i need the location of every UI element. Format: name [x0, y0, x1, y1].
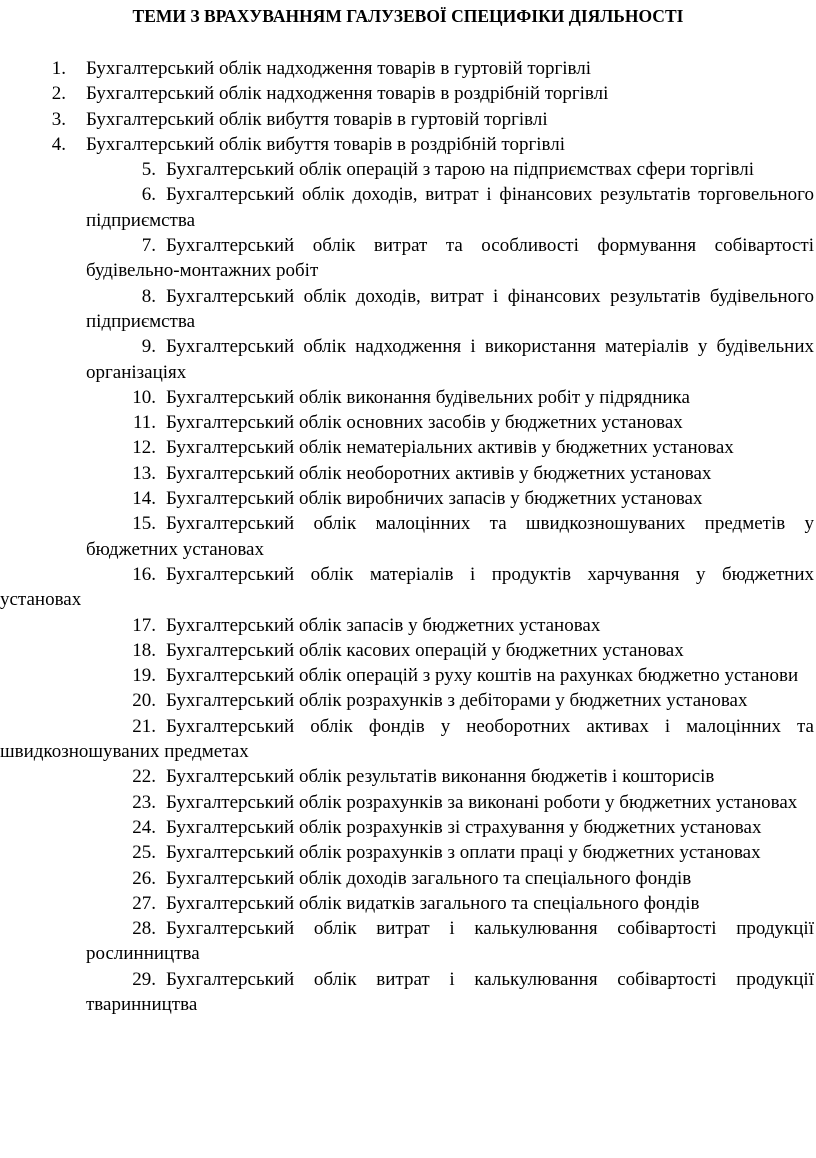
item-text: Бухгалтерський облік надходження товарів в роздрібній торгівлі [86, 83, 609, 105]
list-item [0, 663, 816, 688]
item-text: Бухгалтерський облік видатків загального та спеціального фондів [166, 892, 700, 914]
item-number: 8. [141, 285, 156, 307]
list-item [0, 511, 816, 562]
item-text: Бухгалтерський облік вибуття товарів в гуртовій торгівлі [86, 108, 548, 130]
list-item [0, 866, 816, 891]
list-item [0, 81, 816, 106]
list-item [0, 334, 816, 385]
item-number: 5. [141, 159, 156, 181]
item-number: 10. [132, 386, 156, 408]
list-item [0, 284, 816, 335]
item-text: Бухгалтерський облік витрат і калькулювання собівартості продукції тваринництва [86, 968, 814, 1015]
item-number: 18. [132, 639, 156, 661]
item-text: Бухгалтерський облік результатів виконання бюджетів і кошторисів [166, 766, 715, 788]
item-number: 27. [132, 892, 156, 914]
item-number: 11. [132, 412, 156, 434]
item-number: 6. [141, 184, 156, 206]
list-item [0, 233, 816, 284]
item-text: Бухгалтерський облік нематеріальних активів у бюджетних установах [166, 437, 734, 459]
item-text: Бухгалтерський облік розрахунків з дебіторами у бюджетних установах [166, 690, 748, 712]
item-text: Бухгалтерський облік доходів, витрат і фінансових результатів торговельного підприємства [86, 184, 814, 231]
item-number: 26. [132, 867, 156, 889]
list-item [0, 764, 816, 789]
item-text: Бухгалтерський облік виробничих запасів у бюджетних установах [166, 488, 703, 510]
item-number: 17. [132, 614, 156, 636]
item-text: Бухгалтерський облік виконання будівельних робіт у підрядника [166, 386, 690, 408]
list-item [0, 56, 816, 81]
item-text: Бухгалтерський облік фондів у необоротних активах і малоцінних та швидкозношуваних предметах [0, 715, 814, 763]
item-number: 1. [51, 58, 66, 79]
item-number: 9. [141, 336, 156, 358]
item-number: 22. [132, 766, 156, 788]
item-text: Бухгалтерський облік надходження товарів в гуртовій торгівлі [86, 58, 591, 79]
item-text: Бухгалтерський облік малоцінних та швидкозношуваних предметів у бюджетних установах [86, 513, 814, 560]
item-number: 24. [132, 816, 156, 838]
item-number: 3. [51, 108, 66, 130]
item-number: 15. [132, 513, 156, 535]
item-number: 28. [132, 918, 156, 940]
list-item [0, 638, 816, 663]
list-item [0, 967, 816, 1018]
item-number: 14. [132, 488, 156, 510]
item-number: 16. [132, 563, 156, 585]
item-text: Бухгалтерський облік розрахунків за виконані роботи у бюджетних установах [166, 791, 798, 813]
item-text: Бухгалтерський облік розрахунків зі страхування у бюджетних установах [166, 816, 762, 838]
list-item [0, 385, 816, 410]
item-text: Бухгалтерський облік вибуття товарів в роздрібній торгівлі [86, 133, 565, 155]
list-item [0, 157, 816, 182]
item-text: Бухгалтерський облік касових операцій у бюджетних установах [166, 639, 684, 661]
list-item [0, 613, 816, 638]
item-text: Бухгалтерський облік операцій з руху коштів на рахунках бюджетно установи [166, 665, 799, 687]
list-item [0, 182, 816, 233]
list-item [0, 714, 816, 765]
item-number: 12. [132, 437, 156, 459]
item-text: Бухгалтерський облік витрат і калькулювання собівартості продукції рослинництва [86, 918, 814, 965]
list-item [0, 435, 816, 460]
list-item [0, 107, 816, 132]
item-number: 20. [132, 690, 156, 712]
item-number: 25. [132, 842, 156, 864]
item-text: Бухгалтерський облік надходження і використання матеріалів у будівельних організаціях [86, 336, 814, 383]
list-item [0, 790, 816, 815]
item-text: Бухгалтерський облік необоротних активів у бюджетних установах [166, 462, 712, 484]
list-item [0, 891, 816, 916]
item-text: Бухгалтерський облік розрахунків з оплати праці у бюджетних установах [166, 842, 761, 864]
item-number: 13. [132, 462, 156, 484]
item-number: 7. [141, 235, 156, 257]
item-number: 21. [132, 715, 156, 737]
topics-list [0, 56, 816, 1017]
list-item [0, 815, 816, 840]
item-number: 19. [132, 665, 156, 687]
list-item [0, 562, 816, 613]
list-item [0, 840, 816, 865]
list-item [0, 688, 816, 713]
item-text: Бухгалтерський облік доходів загального та спеціального фондів [166, 867, 692, 889]
item-text: Бухгалтерський облік основних засобів у бюджетних установах [166, 412, 683, 434]
item-number: 4. [51, 133, 66, 155]
page-title: ТЕМИ З ВРАХУВАННЯМ ГАЛУЗЕВОЇ СПЕЦИФІКИ ДІЯЛЬНОСТІ [132, 6, 684, 26]
item-text: Бухгалтерський облік операцій з тарою на підприємствах сфери торгівлі [166, 159, 755, 181]
list-item [0, 916, 816, 967]
item-text: Бухгалтерський облік матеріалів і продуктів харчування у бюджетних установах [0, 563, 814, 611]
item-text: Бухгалтерський облік витрат та особливості формування собівартості будівельно-монтажних робіт [86, 235, 814, 282]
list-item [0, 410, 816, 435]
item-text: Бухгалтерський облік доходів, витрат і фінансових результатів будівельного підприємства [86, 285, 814, 332]
list-item [0, 132, 816, 157]
item-number: 2. [51, 83, 66, 105]
item-number: 23. [132, 791, 156, 813]
list-item [0, 486, 816, 511]
item-number: 29. [132, 968, 156, 990]
item-text: Бухгалтерський облік запасів у бюджетних установах [166, 614, 601, 636]
list-item [0, 461, 816, 486]
